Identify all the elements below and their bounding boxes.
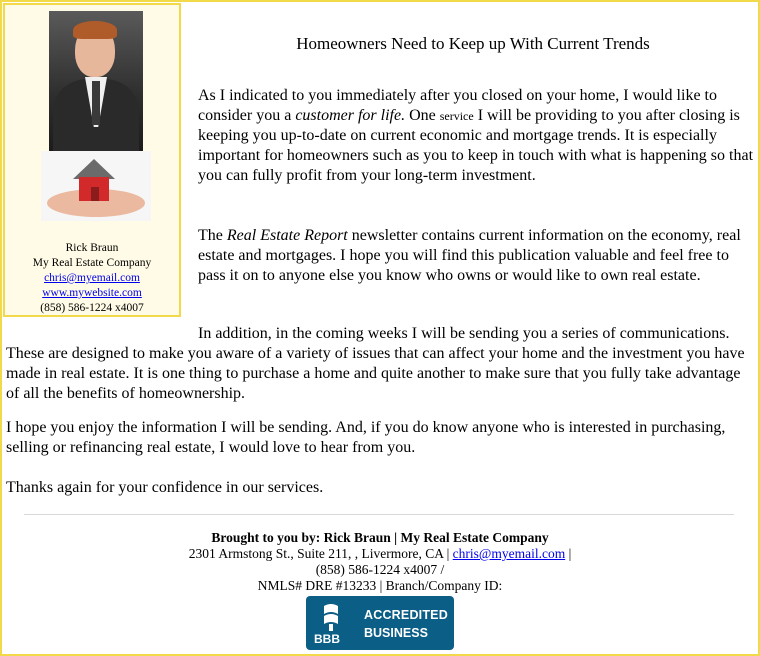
agent-company: My Real Estate Company [32,257,152,269]
agent-email-link[interactable]: chris@myemail.com [44,272,140,284]
footer-address: 2301 Armstong St., Suite 211, , Livermore, CA | [188,546,450,561]
footer-divider [24,514,734,515]
paragraph-1: As I indicated to you immediately after you closed on your home, I would like to consider you a customer for life. One service I will be providing to you after closing is keeping you up-to-date on current economic and mortgage trends. It is especially important for homeowners such as you to keep in touch with what is happening so that you can fully profit from your long-term investment. [198,87,754,184]
agent-website-link[interactable]: www.mywebsite.com [42,287,142,299]
bbb-accredited-badge[interactable] [306,596,454,650]
bbb-line-1: ACCREDITED [364,608,448,622]
paragraph-2: The Real Estate Report newsletter contains current information on the economy, real estate and mortgages. I hope you will find this publication valuable and feel free to pass it on to anyone else you know who owns or would like to own real estate. [198,227,741,284]
bbb-logo-text: BBB [314,632,340,646]
paragraph-3: In addition, in the coming weeks I will be sending you a series of communications. These are designed to make you aware of a variety of issues that can affect your home and the investment you have made in real estate. It is one thing to purchase a home and quite another to make sure that you fully take advantage of all the benefits of homeownership. [6,325,745,402]
house-in-hands-image [41,151,151,221]
footer: Brought to you by: Rick Braun | My Real Estate Company 2301 Armstong St., Suite 211, , Livermore, CA | chris@myemail.com | (858) 586-1224 x4007 / NMLS# DRE #13233 | Branch/Company ID: [0,530,760,594]
agent-contact [5,241,179,316]
bbb-line-2: BUSINESS [364,626,428,640]
footer-phone: (858) 586-1224 x4007 / [315,562,445,577]
footer-email-link[interactable]: chris@myemail.com [452,546,566,561]
agent-phone: (858) 586-1224 x4007 [40,302,144,314]
agent-photo [49,11,143,151]
bbb-torch-icon [316,602,346,632]
paragraph-4: I hope you enjoy the information I will be sending. And, if you do know anyone who is interested in purchasing, selling or refinancing real estate, I would love to hear from you. [6,419,726,456]
footer-nmls: NMLS# DRE #13233 | Branch/Company ID: [257,578,503,593]
footer-brought-by: Brought to you by: Rick Braun | My Real Estate Company [211,530,549,545]
agent-sidebar [3,3,181,317]
letter-title: Homeowners Need to Keep up With Current Trends [296,34,650,53]
agent-name: Rick Braun [65,242,119,254]
paragraph-5: Thanks again for your confidence in our services. [6,479,324,496]
